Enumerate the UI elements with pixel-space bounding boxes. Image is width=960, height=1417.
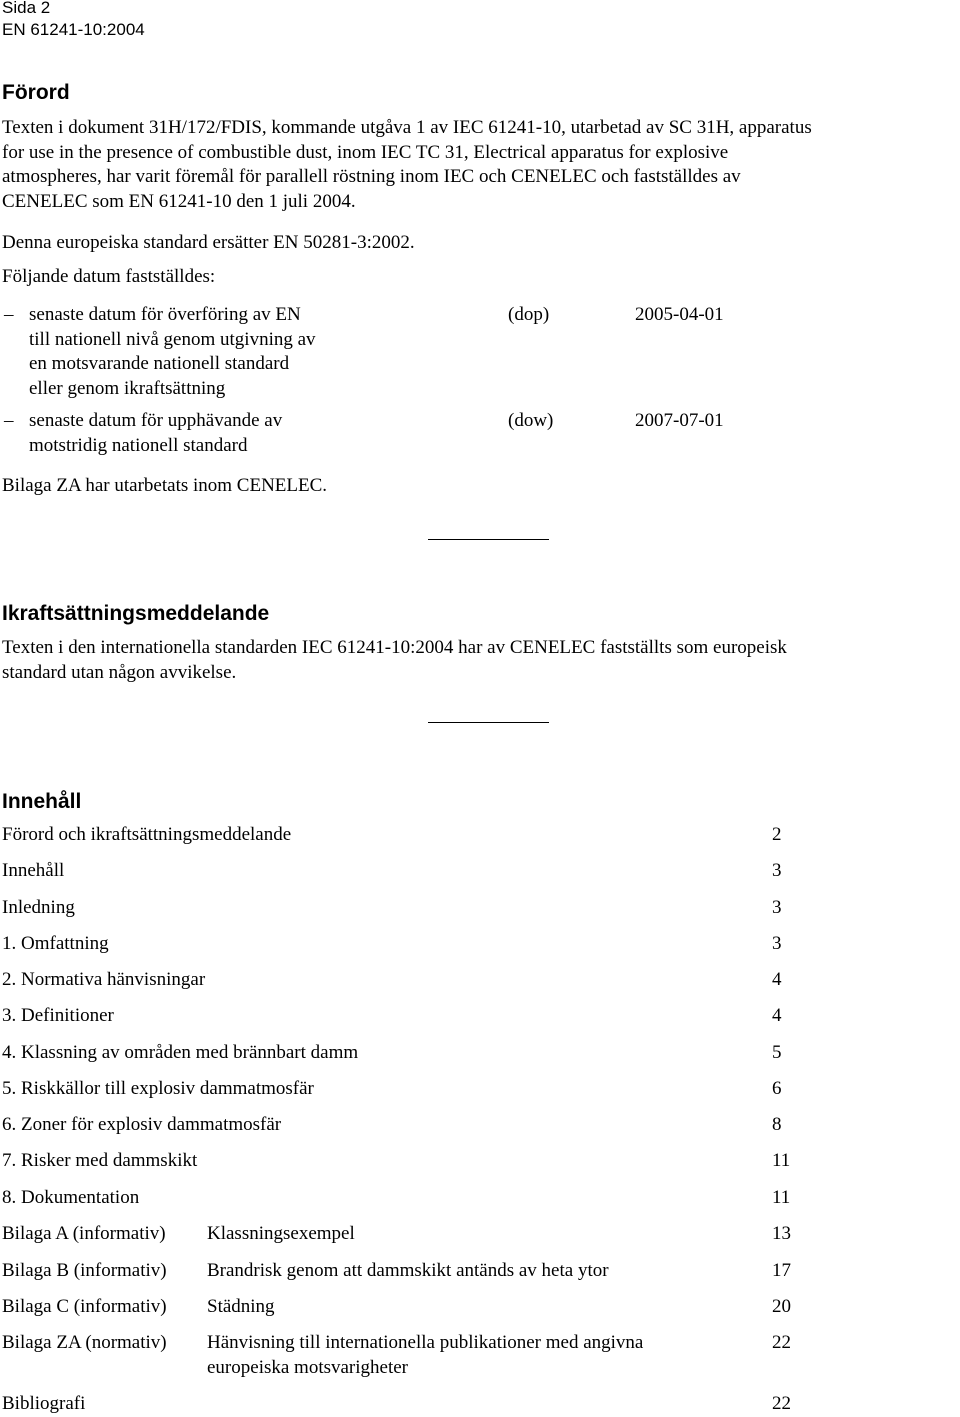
toc-annex-entry[interactable] [2,1295,822,1320]
toc-entry-page: 8 [772,1114,782,1135]
annex-prefix: Bilaga C (informativ) [2,1296,167,1317]
toc-entry-label: Bibliografi [2,1393,86,1414]
toc-entry-label: 8. Dokumentation [2,1187,140,1208]
toc-entry-page: 3 [772,933,782,954]
endorsement-line: Texten i den internationella standarden IEC 61241-10:2004 har av CENELEC fastställts som europeisk [2,637,787,658]
toc-entry-label: 1. Omfattning [2,933,109,954]
annex-title: Klassningsexempel [207,1223,355,1244]
annex-prefix: Bilaga B (informativ) [2,1260,167,1281]
toc-entry-label: 5. Riskkällor till explosiv dammatmosfär [2,1078,314,1099]
toc-entry-label: Innehåll [2,860,65,881]
toc-entry-page: 20 [772,1296,791,1317]
toc-entry-page: 22 [772,1393,791,1414]
toc-entry[interactable] [2,1186,822,1211]
endorsement-line: standard utan någon avvikelse. [2,661,237,683]
foreword-line: for use in the presence of combustible dust, inom IEC TC 31, Electrical apparatus for explosive [2,141,729,163]
document-id: EN 61241-10:2004 [2,20,145,39]
toc-entry-label: Inledning [2,897,75,918]
annex-note: Bilaga ZA har utarbetats inom CENELEC. [2,475,328,496]
toc-entry-page: 17 [772,1260,791,1281]
toc-entry[interactable] [2,896,822,921]
toc-entry-page: 3 [772,860,782,881]
toc-entry-page: 5 [772,1042,782,1063]
date-code-dop: (dop) [508,304,550,325]
foreword-line: Texten i dokument 31H/172/FDIS, kommande utgåva 1 av IEC 61241-10, utarbetad av SC 31H, apparatus [2,117,812,138]
dates-intro: Följande datum fastställdes: [2,266,216,287]
contents-heading: Innehåll [2,790,82,813]
toc-entry-page: 3 [772,897,782,918]
annex-title: Städning [207,1296,275,1317]
annex-prefix: Bilaga ZA (normativ) [2,1332,167,1353]
toc-entry-page: 22 [772,1332,791,1353]
toc-entry-page: 4 [772,969,782,990]
toc-entry-label: 3. Definitioner [2,1005,114,1026]
annex-title-line: Hänvisning till internationella publikationer med angivna [207,1332,644,1353]
date-item-line: senaste datum för överföring av EN [29,304,301,325]
date-value-dop: 2005-04-01 [635,304,724,325]
date-item-line: senaste datum för upphävande av [29,410,283,431]
toc-entry-label: 4. Klassning av områden med brännbart damm [2,1042,359,1063]
toc-entry[interactable] [2,1004,822,1029]
foreword-line: CENELEC som EN 61241-10 den 1 juli 2004. [2,190,356,212]
date-item-dop-description [29,303,389,401]
date-item-line: en motsvarande nationell standard [29,353,290,374]
dash-bullet: – [4,410,14,431]
annex-title [207,1331,747,1380]
date-item-line: eller genom ikraftsättning [29,377,226,399]
toc-entry-label: 6. Zoner för explosiv dammatmosfär [2,1114,282,1135]
toc-entry-label: 2. Normativa hänvisningar [2,969,206,990]
dash-bullet: – [4,304,14,325]
date-item-dow-description [29,409,389,458]
toc-entry-page: 4 [772,1005,782,1026]
section-divider [428,539,549,540]
endorsement-heading: Ikraftsättningsmeddelande [2,602,270,625]
foreword-line: atmospheres, har varit föremål för parallell röstning inom IEC och CENELEC och fastställdes av [2,166,741,187]
supersedes-note: Denna europeiska standard ersätter EN 50281-3:2002. [2,232,415,253]
foreword-heading: Förord [2,81,70,104]
endorsement-paragraph [2,636,960,685]
toc-entry-page: 11 [772,1150,791,1171]
toc-entry-page: 13 [772,1223,791,1244]
toc-entry[interactable] [2,1077,822,1102]
toc-entry[interactable] [2,1113,822,1138]
toc-entry[interactable] [2,1041,822,1066]
annex-prefix: Bilaga A (informativ) [2,1223,166,1244]
toc-annex-entry[interactable] [2,1331,822,1381]
date-item-line: motstridig nationell standard [29,434,248,456]
annex-title: Brandrisk genom att dammskikt antänds av heta ytor [207,1260,609,1281]
page-number: Sida 2 [2,0,51,17]
toc-entry-label: Förord och ikraftsättningsmeddelande [2,824,292,845]
toc-entry[interactable] [2,823,822,848]
section-divider [428,722,549,723]
date-item-line: till nationell nivå genom utgivning av [29,328,316,350]
toc-entry-page: 11 [772,1187,791,1208]
toc-annex-entry[interactable] [2,1259,822,1284]
toc-entry[interactable] [2,932,822,957]
toc-entry-bibliography[interactable] [2,1392,822,1417]
toc-entry-label: 7. Risker med dammskikt [2,1150,198,1171]
toc-entry[interactable] [2,1149,822,1174]
annex-title-line: europeiska motsvarigheter [207,1356,409,1378]
toc-entry[interactable] [2,859,822,884]
date-code-dow: (dow) [508,410,554,431]
toc-entry-page: 2 [772,824,782,845]
foreword-paragraph [2,116,960,214]
toc-entry-page: 6 [772,1078,782,1099]
toc-annex-entry[interactable] [2,1222,822,1247]
date-value-dow: 2007-07-01 [635,410,724,431]
toc-entry[interactable] [2,968,822,993]
